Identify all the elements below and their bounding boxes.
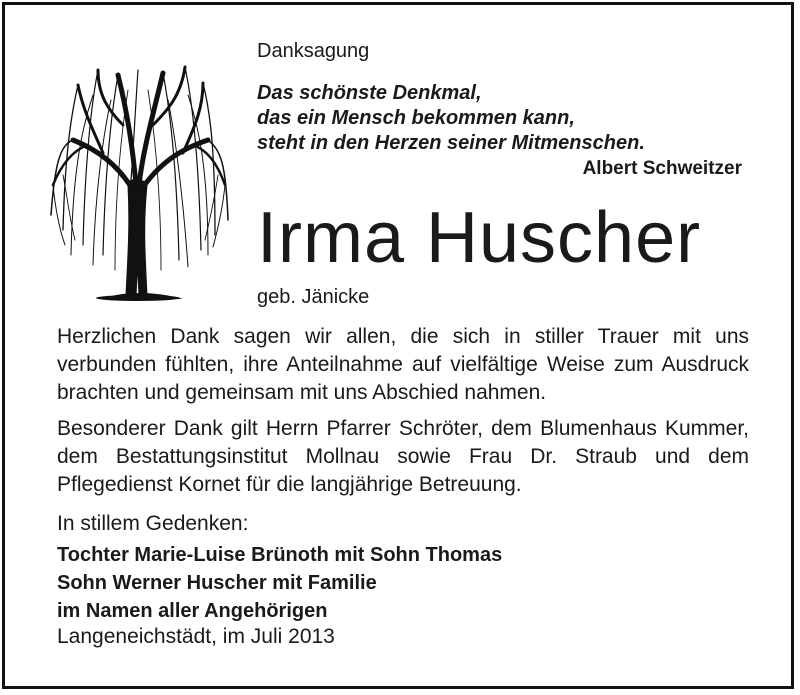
signatory: Tochter Marie-Luise Brünoth mit Sohn Thomas: [57, 544, 503, 566]
thanks-paragraph: Herzlichen Dank sagen wir allen, die sich in stiller Trauer mit uns verbunden fühlten, ihre Anteilnahme auf vielfältige Weise zum Ausdruck brachten und gemeinsam mit uns Abschied nahmen.: [57, 325, 749, 404]
signatories: [57, 541, 502, 625]
heading: Danksagung: [257, 40, 370, 62]
quote-line: Das schönste Denkmal,: [257, 82, 482, 104]
place-date: Langeneichstädt, im Juli 2013: [57, 625, 335, 648]
signatory: im Namen aller Angehörigen: [57, 600, 328, 622]
signature-heading: In stillem Gedenken:: [57, 512, 249, 535]
tree-icon: [43, 55, 233, 305]
obituary-frame: [2, 2, 794, 689]
quote-line: steht in den Herzen seiner Mitmenschen.: [257, 132, 645, 154]
quote: [257, 81, 742, 181]
birth-name: geb. Jänicke: [257, 286, 370, 308]
quote-line: das ein Mensch bekommen kann,: [257, 107, 575, 129]
quote-author: Albert Schweitzer: [582, 158, 742, 179]
deceased-name: Irma Huscher: [257, 198, 702, 278]
special-thanks-paragraph: Besonderer Dank gilt Herrn Pfarrer Schröter, dem Blumenhaus Kummer, dem Bestattungsinstitut Mollnau sowie Frau Dr. Straub und dem Pflegedienst Kornet für die langjährige Betreuung.: [57, 417, 749, 496]
signatory: Sohn Werner Huscher mit Familie: [57, 572, 377, 594]
